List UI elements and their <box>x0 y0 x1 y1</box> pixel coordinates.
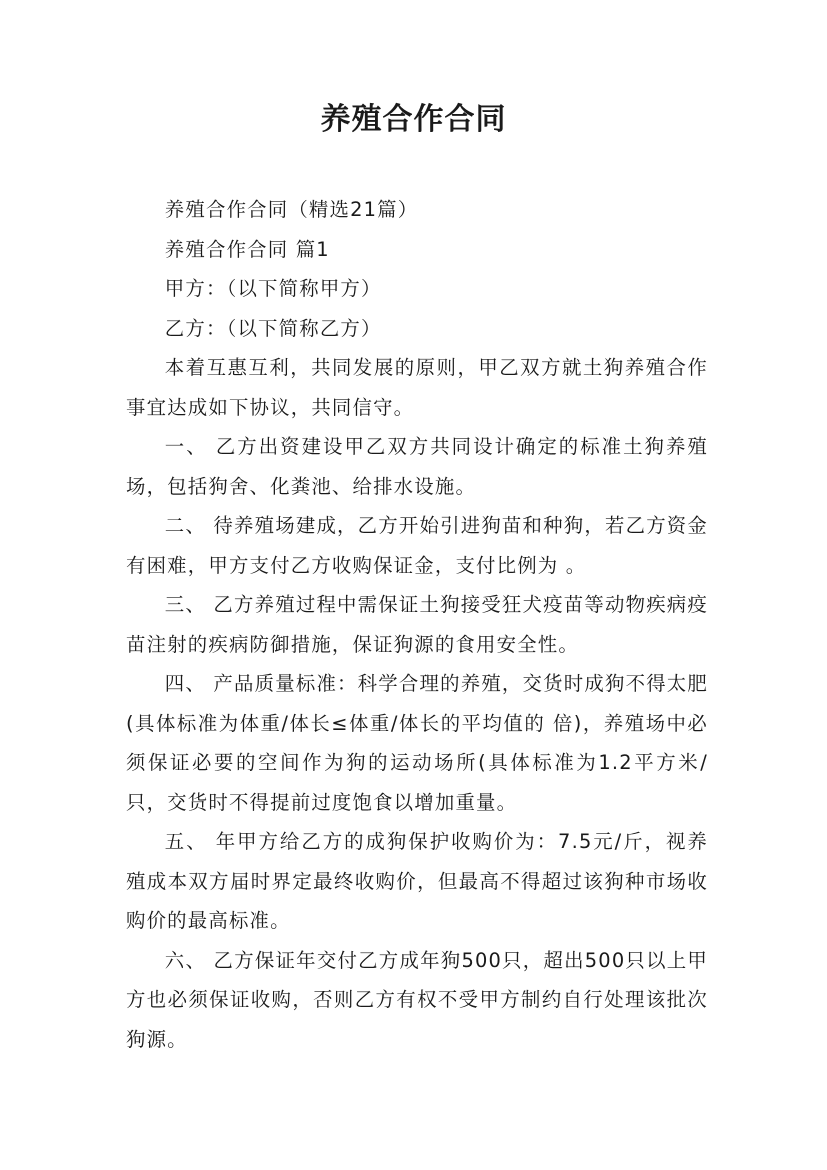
paragraph-section-heading: 养殖合作合同 篇1 <box>164 237 330 261</box>
paragraph-party-a: 甲方：（以下简称甲方） <box>164 277 382 300</box>
paragraph-clause-2: 二、 待养殖场建成，乙方开始引进狗苗和种狗，若乙方资金有困难，甲方支付乙方收购保证金，支付比例为 。 <box>126 514 708 577</box>
document-title: 养殖合作合同 <box>320 102 507 137</box>
paragraph-clause-4: 四、 产品质量标准：科学合理的养殖，交货时成狗不得太肥(具体标准为体重/体长≤体重/体长的平均值的 倍)，养殖场中必须保证必要的空间作为狗的运动场所(具体标准为1.2平方米/只，交货时不得提前过度饱食以增加重量。 <box>126 672 708 814</box>
paragraph-preamble: 本着互惠互利，共同发展的原则，甲乙双方就土狗养殖合作事宜达成如下协议，共同信守。 <box>126 356 708 419</box>
paragraph-clause-6: 六、 乙方保证年交付乙方成年狗500只，超出500只以上甲方也必须保证收购，否则乙方有权不受甲方制约自行处理该批次狗源。 <box>126 948 708 1051</box>
paragraph-clause-1: 一、 乙方出资建设甲乙双方共同设计确定的标准土狗养殖场，包括狗舍、化粪池、给排水设施。 <box>126 435 708 498</box>
paragraph-subtitle: 养殖合作合同（精选21篇） <box>164 198 419 221</box>
document-body <box>126 190 708 1059</box>
paragraph-party-b: 乙方：（以下简称乙方） <box>164 316 382 340</box>
paragraph-clause-5: 五、 年甲方给乙方的成狗保护收购价为：7.5元/斤，视养殖成本双方届时界定最终收购价，但最高不得超过该狗种市场收购价的最高标准。 <box>126 830 708 932</box>
paragraph-clause-3: 三、 乙方养殖过程中需保证土狗接受狂犬疫苗等动物疾病疫苗注射的疾病防御措施，保证狗源的食用安全性。 <box>126 593 708 656</box>
